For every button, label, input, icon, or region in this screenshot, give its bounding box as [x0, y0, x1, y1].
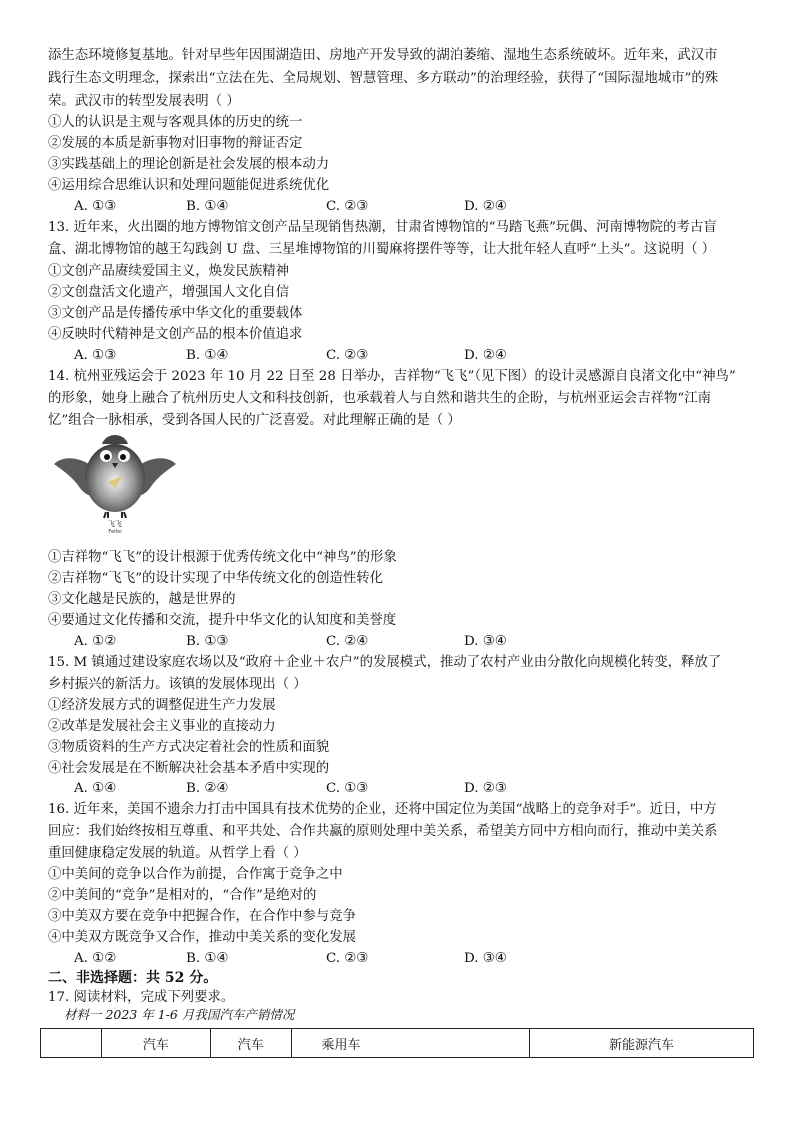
q16-option-a: A. ①② [74, 951, 117, 966]
q14-stem-line-2: 的形象，她身上融合了杭州历史人文和科技创新，也承载着人与自然和谐共生的企盼，与杭州亚运会吉祥物“江南 [48, 391, 711, 406]
q13-option-c: C. ②③ [326, 348, 369, 363]
table-cell: 乘用车 [291, 1029, 529, 1058]
table-cell [41, 1029, 102, 1058]
q13-item-3: ③文创产品是传播传承中华文化的重要载体 [48, 306, 303, 321]
q12-item-4: ④运用综合思维认识和处理问题能促进系统优化 [48, 178, 330, 193]
q14-item-4: ④要通过文化传播和交流，提升中华文化的认知度和美誉度 [48, 613, 397, 628]
car-sales-table [40, 1028, 754, 1058]
q16-option-d: D. ③④ [464, 951, 507, 966]
q13-item-1: ①文创产品赓续爱国主义，焕发民族精神 [48, 264, 290, 279]
q13-option-d: D. ②④ [464, 348, 507, 363]
q12-item-3: ③实践基础上的理论创新是社会发展的根本动力 [48, 157, 330, 172]
q16-item-3: ③中美双方要在竞争中把握合作，在合作中参与竞争 [48, 909, 356, 924]
q15-item-1: ①经济发展方式的调整促进生产力发展 [48, 698, 276, 713]
table-cell: 汽车 [101, 1029, 210, 1058]
material-caption: 材料一 2023 年 1-6 月我国汽车产销情况 [64, 1007, 295, 1022]
q14-option-c: C. ②④ [326, 634, 369, 649]
q14-item-3: ③文化越是民族的，越是世界的 [48, 592, 236, 607]
q16-item-4: ④中美双方既竞争又合作，推动中美关系的变化发展 [48, 930, 356, 945]
q15-item-4: ④社会发展是在不断解决社会基本矛盾中实现的 [48, 761, 330, 776]
q15-stem-line-1: 15. M 镇通过建设家庭农场以及“政府＋企业＋农户”的发展模式，推动了农村产业由分散化向规模化转变，释放了 [48, 655, 722, 670]
table-cell: 汽车 [211, 1029, 292, 1058]
q12-stem-line-1: 添生态环境修复基地。针对早些年因围湖造田、房地产开发导致的湖泊萎缩、湿地生态系统破坏。近年来，武汉市 [48, 48, 718, 63]
q15-options [74, 779, 754, 799]
mascot-caption-zh: 飞飞 [108, 520, 122, 528]
q14-option-d: D. ③④ [464, 634, 507, 649]
q15-option-c: C. ①③ [326, 781, 369, 796]
q13-item-4: ④反映时代精神是文创产品的根本价值追求 [48, 327, 303, 342]
q16-option-c: C. ②③ [326, 951, 369, 966]
q15-item-3: ③物质资料的生产方式决定着社会的性质和面貌 [48, 740, 330, 755]
q12-options [74, 197, 754, 217]
q12-option-b: B. ①④ [186, 199, 229, 214]
q13-item-2: ②文创盘活文化遗产，增强国人文化自信 [48, 285, 290, 300]
q12-item-2: ②发展的本质是新事物对旧事物的辩证否定 [48, 136, 303, 151]
q12-option-c: C. ②③ [326, 199, 369, 214]
q12-item-1: ①人的认识是主观与客观具体的历史的统一 [48, 115, 303, 130]
q15-stem-line-2: 乡村振兴的新活力。该镇的发展体现出（ ） [48, 677, 307, 692]
q13-option-b: B. ①④ [186, 348, 229, 363]
q13-options [74, 346, 754, 366]
table-cell: 新能源汽车 [529, 1029, 753, 1058]
q16-stem-line-3: 重回健康稳定发展的轨道。从哲学上看（ ） [48, 846, 307, 861]
q16-item-2: ②中美间的“竞争”是相对的，“合作”是绝对的 [48, 888, 317, 903]
q12-option-a: A. ①③ [74, 199, 117, 214]
q12-stem-line-3: 荣。武汉市的转型发展表明（ ） [48, 94, 240, 109]
q16-stem-line-2: 回应：我们始终按相互尊重、和平共处、合作共赢的原则处理中美关系，希望美方同中方相向而行，推动中美关系 [48, 824, 718, 839]
mascot-caption-en: Feifei [108, 529, 122, 534]
q15-option-d: D. ②③ [464, 781, 507, 796]
q14-option-b: B. ①③ [186, 634, 229, 649]
q16-option-b: B. ①④ [186, 951, 229, 966]
q16-stem-line-1: 16. 近年来，美国不遗余力打击中国具有技术优势的企业，还将中国定位为美国“战略上的竞争对手”。近日，中方 [48, 802, 717, 817]
q16-options [74, 949, 754, 969]
q12-option-d: D. ②④ [464, 199, 507, 214]
table-row [41, 1029, 754, 1058]
q14-stem-line-3: 忆”组合一脉相承，受到各国人民的广泛喜爱。对此理解正确的是（ ） [48, 413, 461, 428]
q13-option-a: A. ①③ [74, 348, 117, 363]
q15-option-b: B. ②④ [186, 781, 229, 796]
q17-intro: 17. 阅读材料，完成下列要求。 [48, 990, 235, 1005]
q14-options [74, 632, 754, 652]
q13-stem-line-1: 13. 近年来，火出圈的地方博物馆文创产品呈现销售热潮，甘肃省博物馆的“马踏飞燕”玩偶、河南博物院的考古盲 [48, 220, 717, 235]
q14-option-a: A. ①② [74, 634, 117, 649]
q16-item-1: ①中美间的竞争以合作为前提，合作寓于竞争之中 [48, 867, 343, 882]
q15-option-a: A. ①④ [74, 781, 117, 796]
q14-stem-line-1: 14. 杭州亚残运会于 2023 年 10 月 22 日至 28 日举办，吉祥物“飞飞”（见下图）的设计灵感源自良渚文化中“神鸟” [48, 369, 736, 384]
q14-item-1: ①吉祥物“飞飞”的设计根源于优秀传统文化中“神鸟”的形象 [48, 550, 397, 565]
q13-stem-line-2: 盒、湖北博物馆的越王勾践剑 U 盘、三星堆博物馆的川蜀麻将摆件等等，让大批年轻人直呼“上头”。这说明（ ） [48, 242, 716, 257]
q14-item-2: ②吉祥物“飞飞”的设计实现了中华传统文化的创造性转化 [48, 571, 384, 586]
q15-item-2: ②改革是发展社会主义事业的直接动力 [48, 719, 276, 734]
section-heading: 二、非选择题：共 52 分。 [48, 970, 218, 986]
q12-stem-line-2: 践行生态文明理念，探索出“立法在先、全局规划、智慧管理、多方联动”的治理经验，获得了“国际湿地城市”的殊 [48, 71, 719, 86]
mascot-feifei-image [50, 426, 180, 534]
